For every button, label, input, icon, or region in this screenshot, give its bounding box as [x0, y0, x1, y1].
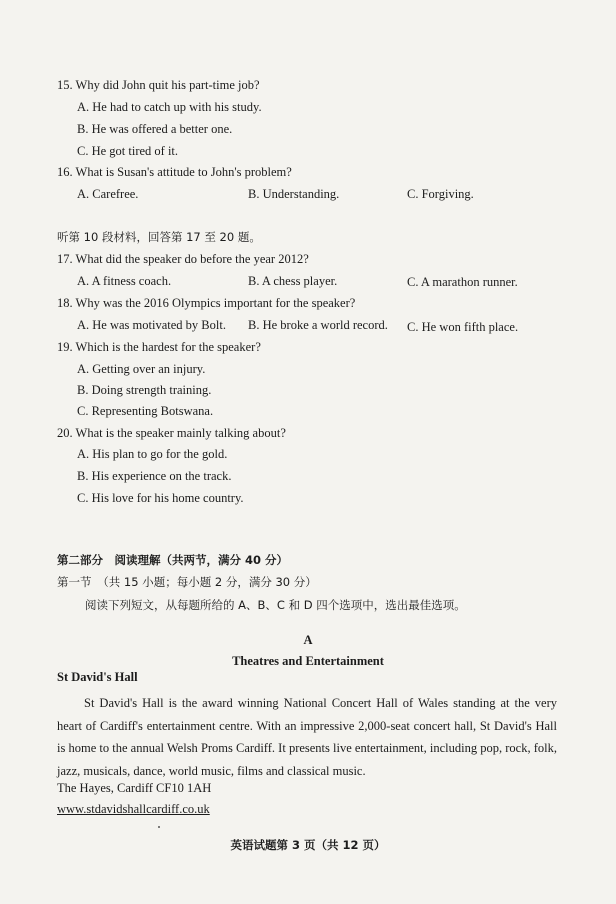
question-20: 20. What is the speaker mainly talking about? [57, 426, 286, 440]
passage-title: Theatres and Entertainment [232, 654, 384, 668]
option-19c: C. Representing Botswana. [77, 404, 214, 418]
option-15a: A. He had to catch up with his study. [77, 100, 262, 114]
venue-website-link[interactable]: www.stdavidshallcardiff.co.uk [57, 802, 210, 816]
option-16a: A. Carefree. [77, 187, 139, 201]
section-1-heading: 第一节 （共 15 小题；每小题 2 分，满分 30 分） [57, 575, 317, 589]
option-16b: B. Understanding. [248, 187, 340, 201]
option-20a: A. His plan to go for the gold. [77, 447, 228, 461]
option-20c: C. His love for his home country. [77, 491, 244, 505]
option-15b: B. He was offered a better one. [77, 122, 233, 136]
option-17a: A. A fitness coach. [77, 274, 172, 288]
section-10-heading: 听第 10 段材料，回答第 17 至 20 题。 [57, 230, 261, 244]
question-19: 19. Which is the hardest for the speaker? [57, 340, 261, 354]
venue-address: The Hayes, Cardiff CF10 1AH [57, 781, 212, 795]
reading-instruction: 阅读下列短文，从每题所给的 A、B、C 和 D 四个选项中，选出最佳选项。 [85, 598, 466, 612]
question-17: 17. What did the speaker do before the year 2012? [57, 252, 309, 266]
option-17c: C. A marathon runner. [407, 275, 518, 289]
option-18a: A. He was motivated by Bolt. [77, 318, 226, 332]
part-2-heading: 第二部分 阅读理解（共两节，满分 40 分） [57, 553, 289, 567]
question-15: 15. Why did John quit his part-time job? [57, 78, 260, 92]
passage-letter: A [303, 633, 313, 647]
scan-speck [158, 826, 160, 828]
question-18: 18. Why was the 2016 Olympics important for the speaker? [57, 296, 356, 310]
option-18b: B. He broke a world record. [248, 318, 388, 332]
venue-description: St David's Hall is the award winning National Concert Hall of Wales standing at the very heart of Cardiff's entertainment centre. With an impressive 2,000-seat concert hall, St David's Hall is home to the annual Welsh Proms Cardiff. It presents live entertainment, including pop, rock, folk, jazz, musicals, dance, world music, films and classical music. [57, 696, 557, 778]
question-16: 16. What is Susan's attitude to John's problem? [57, 165, 292, 179]
option-19a: A. Getting over an injury. [77, 362, 206, 376]
option-15c: C. He got tired of it. [77, 144, 179, 158]
option-19b: B. Doing strength training. [77, 383, 212, 397]
option-16c: C. Forgiving. [407, 187, 474, 201]
option-17b: B. A chess player. [248, 274, 338, 288]
option-20b: B. His experience on the track. [77, 469, 232, 483]
page-footer: 英语试题第 3 页（共 12 页） [230, 838, 386, 852]
option-18c: C. He won fifth place. [407, 320, 519, 334]
venue-name: St David's Hall [57, 670, 138, 684]
